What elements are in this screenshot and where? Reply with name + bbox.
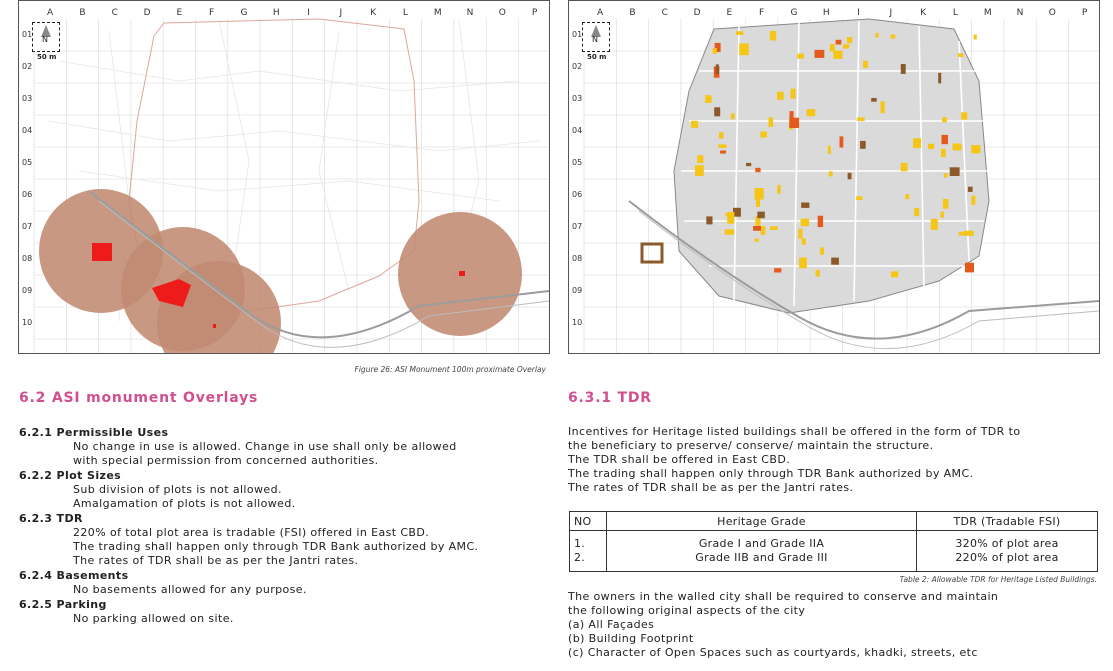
heritage-building: [863, 61, 868, 68]
heritage-building: [755, 188, 764, 200]
grid-column-label: I: [307, 8, 310, 18]
heritage-building: [965, 263, 974, 273]
heritage-building: [695, 165, 704, 176]
text-line: Amalgamation of plots is not allowed.: [73, 497, 296, 510]
heritage-building: [941, 149, 946, 157]
tdr-value: 220% of plot area: [955, 551, 1059, 564]
grid-column-label: O: [1048, 8, 1056, 18]
grid-row-label: 10: [22, 318, 33, 327]
heritage-building: [777, 92, 784, 100]
heritage-building: [797, 54, 804, 59]
heritage-grade-map: [568, 0, 1100, 354]
heritage-building: [964, 231, 974, 236]
heritage-building: [713, 48, 717, 54]
heritage-building: [857, 117, 864, 121]
grid-column-label: N: [1016, 8, 1024, 18]
row-number: 2.: [574, 551, 586, 564]
grid-column-label: P: [1081, 8, 1088, 18]
text-line: No parking allowed on site.: [73, 612, 234, 625]
heritage-building: [830, 44, 835, 51]
grade-value: Grade IIB and Grade III: [695, 551, 828, 564]
grid-column-label: G: [790, 8, 798, 18]
heritage-building: [959, 232, 965, 236]
heritage-building: [941, 212, 944, 218]
cell-tdr: [917, 531, 1098, 572]
heritage-building: [761, 226, 766, 235]
tdr-value: 320% of plot area: [955, 537, 1059, 550]
grid-row-label: 01: [22, 30, 33, 39]
text-line: with special permission from concerned authorities.: [73, 454, 379, 467]
grid-column-label: I: [857, 8, 860, 18]
grid-column-label: H: [822, 8, 830, 18]
heritage-building: [891, 34, 896, 38]
grid-column-label: M: [433, 8, 442, 18]
heritage-building: [847, 37, 852, 43]
heritage-building: [931, 219, 938, 230]
heritage-building: [718, 144, 726, 148]
grid-column-label: K: [370, 8, 377, 18]
grid-row-label: 07: [572, 222, 583, 231]
heritage-building: [755, 239, 759, 242]
heritage-building: [802, 239, 806, 245]
heritage-building: [942, 117, 947, 122]
heritage-building: [833, 51, 842, 59]
heritage-building: [971, 196, 975, 205]
heritage-building: [891, 271, 898, 277]
text-line: The owners in the walled city shall be required to conserve and maintain: [568, 590, 999, 603]
grid-column-label: M: [983, 8, 992, 18]
north-arrow: [582, 22, 610, 52]
heritage-building: [705, 95, 712, 103]
heritage-building: [876, 33, 879, 38]
text-line: The TDR shall be offered in East CBD.: [568, 453, 791, 466]
col-header-tdr: TDR (Tradable FSI): [917, 512, 1098, 531]
grade-value: Grade I and Grade IIA: [698, 537, 825, 550]
text-line: No change in use is allowed. Change in use shall only be allowed: [73, 440, 457, 453]
grid-column-label: L: [952, 8, 958, 18]
grid-column-label: G: [240, 8, 248, 18]
heritage-building: [820, 247, 824, 255]
heritage-building: [901, 163, 908, 172]
heritage-building: [913, 138, 921, 148]
grid-column-label: C: [661, 8, 668, 18]
grid-row-label: 10: [572, 318, 583, 327]
heritage-grade-map-drawing: [569, 1, 1099, 353]
heritage-building: [860, 141, 866, 149]
subsection-permissible-uses: 6.2.1 Permissible Uses: [19, 426, 169, 439]
table-row: [570, 531, 1098, 572]
col-header-grade: Heritage Grade: [607, 512, 917, 531]
heritage-building: [774, 268, 781, 272]
col-header-no: NO: [570, 512, 607, 531]
scale-label: 50 m: [587, 53, 607, 61]
grid-row-label: 09: [572, 286, 583, 295]
text-line: (c) Character of Open Spaces such as courtyards, khadki, streets, etc: [568, 646, 978, 659]
heritage-building: [958, 53, 964, 57]
grid-row-label: 05: [22, 158, 33, 167]
heritage-building: [901, 64, 906, 74]
heritage-building: [714, 107, 720, 116]
grid-row-label: 04: [572, 126, 583, 135]
grid-column-label: E: [176, 8, 183, 18]
subsection-basements: 6.2.4 Basements: [19, 569, 129, 582]
grid-column-label: E: [726, 8, 733, 18]
heritage-building: [697, 155, 703, 163]
cell-grade: [607, 531, 917, 572]
heritage-building: [818, 216, 823, 227]
text-line: The rates of TDR shall be as per the Jantri rates.: [568, 481, 854, 494]
grid-column-label: H: [272, 8, 280, 18]
grid-row-label: 09: [22, 286, 33, 295]
heritage-building: [801, 219, 810, 227]
north-label: N: [42, 35, 48, 44]
grid-column-label: D: [693, 8, 701, 18]
grid-column-label: F: [209, 8, 215, 18]
text-line: The trading shall happen only through TDR Bank authorized by AMC.: [73, 540, 479, 553]
heritage-building: [769, 117, 774, 127]
scale-label: 50 m: [37, 53, 57, 61]
asi-overlay-map: [18, 0, 550, 354]
heritage-building: [905, 194, 909, 199]
heritage-building: [739, 44, 749, 56]
heritage-building: [725, 229, 734, 234]
table-header-row: [570, 512, 1098, 531]
text-line: Sub division of plots is not allowed.: [73, 483, 282, 496]
heritage-building: [755, 168, 760, 172]
figure-caption: Figure 26: ASI Monument 100m proximate Overlay: [354, 365, 546, 374]
heritage-building: [731, 113, 735, 119]
grid-row-label: 03: [572, 94, 583, 103]
grid-column-label: A: [597, 8, 604, 18]
text-line: the beneficiary to preserve/ conserve/ maintain the structure.: [568, 439, 934, 452]
heritage-building: [815, 50, 825, 58]
heritage-building: [950, 167, 960, 176]
text-line: the following original aspects of the city: [568, 604, 806, 617]
heritage-building: [756, 199, 760, 207]
grid-column-label: J: [889, 8, 893, 18]
row-number: 1.: [574, 537, 586, 550]
text-line: The trading shall happen only through TDR Bank authorized by AMC.: [568, 467, 974, 480]
heritage-building: [836, 40, 842, 45]
heritage-building: [736, 31, 743, 35]
heritage-building: [856, 196, 862, 200]
heritage-building: [770, 31, 776, 41]
heritage-building: [816, 270, 820, 277]
heritage-building: [716, 64, 719, 74]
heritage-building: [801, 203, 809, 208]
heritage-building: [828, 146, 831, 155]
heritage-building: [971, 145, 980, 153]
grid-row-label: 03: [22, 94, 33, 103]
heritage-building: [871, 98, 877, 102]
heritage-building: [968, 187, 973, 192]
heritage-building: [831, 258, 839, 265]
grid-row-label: 06: [22, 190, 33, 199]
heritage-building: [691, 121, 698, 128]
text-line: No basements allowed for any purpose.: [73, 583, 307, 596]
heritage-building: [799, 258, 807, 269]
grid-row-label: 06: [572, 190, 583, 199]
heritage-building: [720, 151, 726, 154]
grid-column-label: B: [629, 8, 636, 18]
cell-no: [570, 531, 607, 572]
heritage-building: [706, 216, 712, 224]
heritage-building: [789, 118, 799, 128]
tdr-table: [569, 511, 1098, 572]
heritage-building: [881, 101, 885, 113]
heritage-building: [961, 112, 967, 120]
text-line: (b) Building Footprint: [568, 632, 694, 645]
grid-row-label: 04: [22, 126, 33, 135]
grid-column-label: A: [47, 8, 54, 18]
grid-row-label: 02: [22, 62, 33, 71]
heritage-building: [938, 73, 941, 84]
north-label: N: [592, 35, 598, 44]
heritage-building: [943, 199, 949, 209]
heritage-building: [753, 226, 761, 231]
heritage-building: [777, 185, 780, 194]
heritage-building: [746, 163, 751, 166]
heritage-building: [928, 144, 934, 149]
text-line: 220% of total plot area is tradable (FSI) offered in East CBD.: [73, 526, 430, 539]
grid-column-label: L: [402, 8, 408, 18]
heritage-building: [974, 35, 977, 40]
grid-row-label: 07: [22, 222, 33, 231]
grid-column-label: F: [759, 8, 765, 18]
heritage-building: [757, 212, 764, 219]
subsection-plot-sizes: 6.2.2 Plot Sizes: [19, 469, 122, 482]
heritage-building: [829, 171, 833, 176]
grid-row-label: 08: [572, 254, 583, 263]
monument-1: [92, 243, 112, 261]
heritage-building: [840, 136, 844, 147]
grid-column-label: C: [111, 8, 118, 18]
heritage-building: [953, 144, 962, 151]
monument-3: [459, 271, 465, 276]
table-caption: Table 2: Allowable TDR for Heritage Listed Buildings.: [899, 575, 1097, 584]
heritage-building: [848, 173, 852, 180]
text-line: (a) All Façades: [568, 618, 655, 631]
monument-outline: [642, 244, 662, 262]
section-heading-asi: 6.2 ASI monument Overlays: [19, 390, 259, 406]
grid-row-label: 01: [572, 30, 583, 39]
grid-row-label: 05: [572, 158, 583, 167]
grid-row-label: 02: [572, 62, 583, 71]
grid-column-label: B: [79, 8, 86, 18]
asi-overlay-map-drawing: [19, 1, 549, 353]
text-line: Incentives for Heritage listed buildings shall be offered in the form of TDR to: [568, 425, 1021, 438]
grid-column-label: O: [498, 8, 506, 18]
heritage-building: [798, 229, 802, 239]
heritage-building: [807, 109, 816, 116]
text-line: The rates of TDR shall be as per the Jantri rates.: [73, 554, 359, 567]
grid-column-label: K: [920, 8, 927, 18]
heritage-building: [719, 132, 724, 139]
heritage-building: [914, 208, 919, 216]
heritage-building: [790, 89, 795, 99]
north-arrow: [32, 22, 60, 52]
section-heading-tdr: 6.3.1 TDR: [568, 390, 652, 406]
grid-row-label: 08: [22, 254, 33, 263]
heritage-building: [843, 44, 849, 48]
heritage-building: [760, 132, 767, 138]
grid-column-label: D: [143, 8, 151, 18]
heritage-building: [942, 135, 949, 144]
grid-column-label: P: [531, 8, 538, 18]
heritage-building: [770, 226, 778, 230]
grid-column-label: N: [466, 8, 474, 18]
grid-column-label: J: [339, 8, 343, 18]
heritage-building: [944, 173, 948, 178]
monument-4: [213, 324, 216, 328]
subsection-parking: 6.2.5 Parking: [19, 598, 107, 611]
heritage-building: [727, 212, 734, 224]
subsection-tdr: 6.2.3 TDR: [19, 512, 83, 525]
